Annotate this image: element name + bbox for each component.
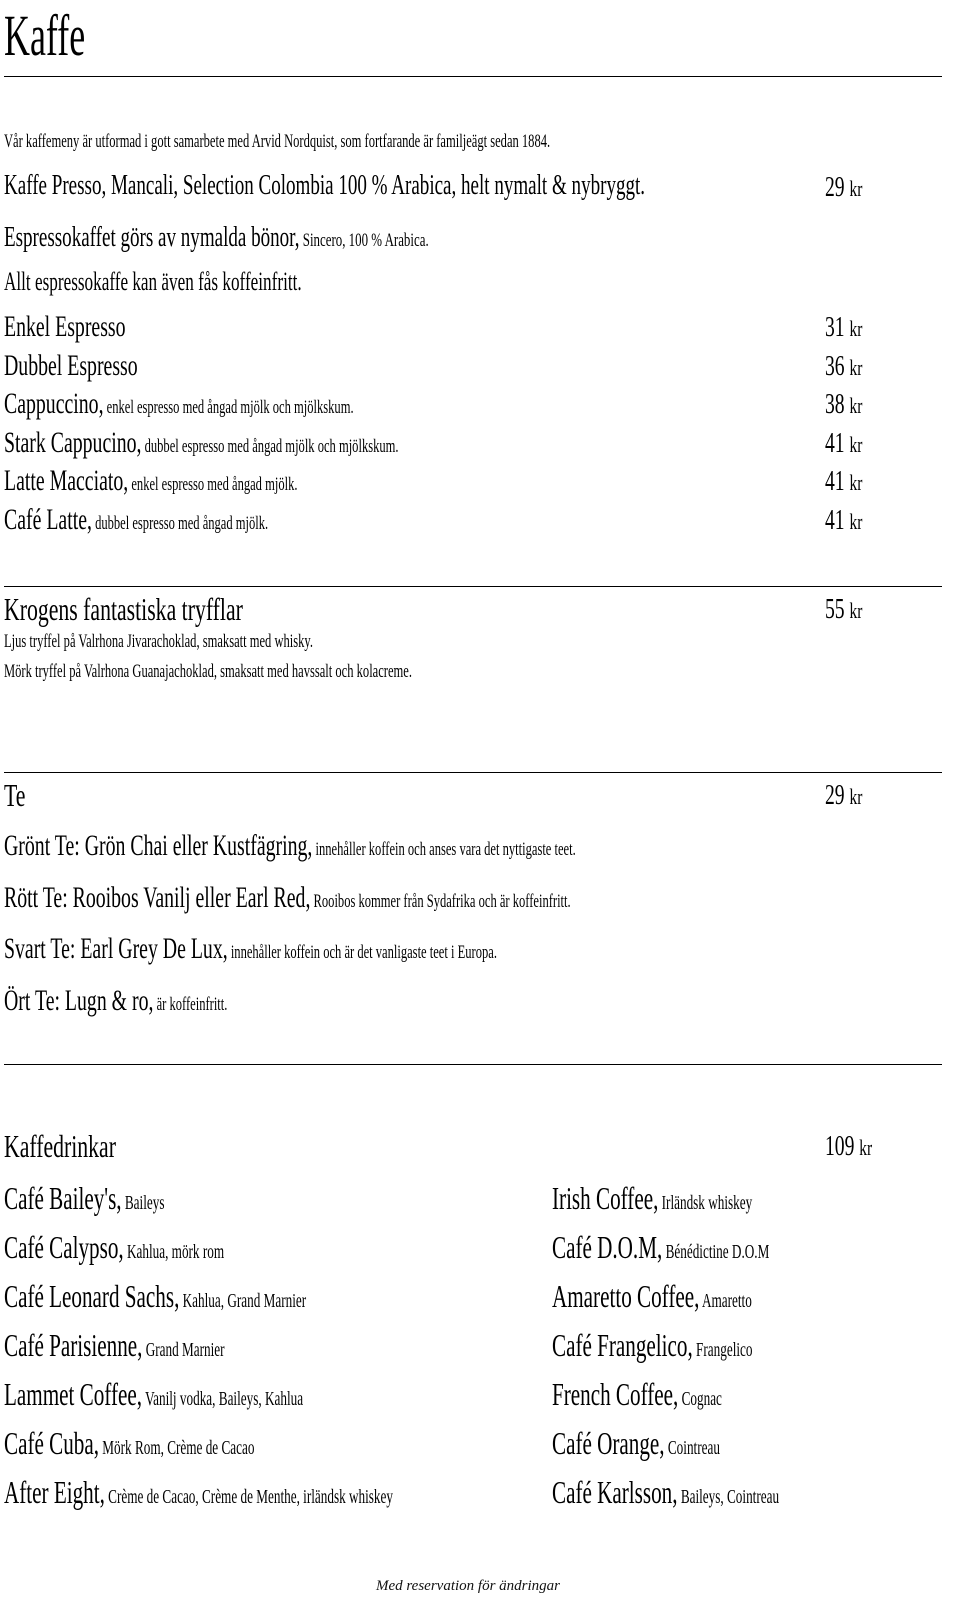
drink-item-name: Café Parisienne, xyxy=(4,1327,143,1363)
drink-item-desc: Cointreau xyxy=(664,1437,720,1459)
coffee-item-desc: enkel espresso med ångad mjölk. xyxy=(128,474,298,496)
drink-item-name: After Eight, xyxy=(4,1474,105,1510)
tea-item xyxy=(4,829,870,863)
presso-item: Kaffe Presso, Mancali, Selection Colombia 100 % Arabica, helt nymalt & nybryggt. xyxy=(4,170,646,201)
drink-item-name: Café Calypso, xyxy=(4,1229,124,1265)
coffee-item xyxy=(4,503,404,537)
drink-item xyxy=(4,1327,338,1364)
tea-item-name: Rött Te: Rooibos Vanilj eller Earl Red, xyxy=(4,880,311,914)
coffee-item xyxy=(4,464,449,498)
drink-item xyxy=(4,1474,593,1511)
tea-item-desc: är koffeinfritt. xyxy=(153,993,228,1015)
intro-text: Vår kaffemeny är utformad i gott samarbete med Arvid Nordquist, som fortfarande är familjeägt sedan 1884. xyxy=(4,131,551,152)
drink-item xyxy=(552,1278,855,1315)
drink-item-name: Café Orange, xyxy=(552,1425,665,1461)
tea-item-name: Svart Te: Earl Grey De Lux, xyxy=(4,932,228,965)
tea-heading: Te xyxy=(4,777,26,813)
coffee-item-name: Enkel Espresso xyxy=(4,310,126,343)
coffee-price: 41 kr xyxy=(825,427,863,459)
drink-item-desc: Grand Marnier xyxy=(142,1339,225,1361)
tea-item xyxy=(4,932,751,966)
drink-item xyxy=(552,1376,809,1413)
coffee-item-name: Stark Cappucino, xyxy=(4,425,142,459)
coffee-price: 41 kr xyxy=(825,466,863,498)
drinks-heading: Kaffedrinkar xyxy=(4,1128,116,1164)
coffee-price: 31 kr xyxy=(825,312,863,343)
tea-item-desc: innehåller koffein och anses vara det nyttigaste teet. xyxy=(312,839,576,860)
drink-item-name: French Coffee, xyxy=(552,1376,679,1412)
drink-item-desc: Frangelico xyxy=(692,1339,753,1361)
coffee-price: 38 kr xyxy=(825,389,863,421)
drinks-price: 109 kr xyxy=(825,1131,873,1162)
coffee-item-name: Latte Macciato, xyxy=(4,464,129,498)
drink-item-name: Irish Coffee, xyxy=(552,1180,659,1216)
drink-item xyxy=(552,1474,896,1511)
drink-item-name: Café Frangelico, xyxy=(552,1327,693,1363)
coffee-item xyxy=(4,426,602,460)
truffle-line-light: Ljus tryffel på Valrhona Jivarachoklad, smaksatt med whisky. xyxy=(4,631,314,652)
tea-price: 29 kr xyxy=(825,780,863,811)
tea-item xyxy=(4,984,343,1018)
coffee-item xyxy=(4,310,188,344)
drink-item-desc: Vanilj vodka, Baileys, Kahlua xyxy=(142,1388,304,1410)
decaf-note: Allt espressokaffe kan även fås koffeinfritt. xyxy=(4,267,302,296)
truffle-line-dark: Mörk tryffel på Valrhona Guanajachoklad, smaksatt med havssalt och kolacreme. xyxy=(4,661,413,682)
drink-item-name: Café Leonard Sachs, xyxy=(4,1278,180,1314)
drink-item-desc: Kahlua, mörk rom xyxy=(123,1241,225,1263)
coffee-item-desc: dubbel espresso med ångad mjölk. xyxy=(91,513,269,534)
coffee-item-desc: enkel espresso med ångad mjölk och mjölkskum. xyxy=(103,397,354,419)
footer-note: Med reservation för ändringar xyxy=(376,1578,561,1594)
drinks-divider xyxy=(4,1064,942,1065)
title-divider xyxy=(4,76,942,77)
coffee-item-desc: dubbel espresso med ångad mjölk och mjölkskum. xyxy=(141,435,399,457)
drink-item xyxy=(4,1425,383,1462)
tea-item-name: Grönt Te: Grön Chai eller Kustfägring, xyxy=(4,829,313,862)
drink-item-desc: Baileys xyxy=(121,1192,165,1214)
drink-item-desc: Irländsk whiskey xyxy=(658,1192,753,1214)
drink-item xyxy=(552,1180,855,1217)
drink-item-name: Lammet Coffee, xyxy=(4,1376,143,1412)
drink-item-desc: Cognac xyxy=(678,1388,722,1410)
drink-item xyxy=(4,1229,337,1266)
drink-item xyxy=(552,1327,856,1364)
drink-item xyxy=(552,1229,881,1266)
espresso-heading: Espressokaffet görs av nymalda bönor, Sincero, 100 % Arabica. xyxy=(4,222,429,253)
drink-item-desc: Crème de Cacao, Crème de Menthe, irländsk whiskey xyxy=(104,1486,393,1508)
coffee-item-name: Cappuccino, xyxy=(4,387,104,421)
drink-item-desc: Kahlua, Grand Marnier xyxy=(179,1290,307,1312)
drink-item xyxy=(4,1278,462,1315)
presso-price: 29 kr xyxy=(825,172,863,203)
drink-item xyxy=(552,1425,806,1462)
coffee-item-name: Café Latte, xyxy=(4,503,92,536)
drink-item-desc: Bénédictine D.O.M xyxy=(662,1241,770,1263)
page-title: Kaffe xyxy=(4,3,86,68)
drink-item xyxy=(4,1376,457,1413)
drink-item-name: Café D.O.M, xyxy=(552,1229,663,1265)
coffee-item xyxy=(4,387,534,421)
coffee-price: 36 kr xyxy=(825,350,863,382)
coffee-item-name: Dubbel Espresso xyxy=(4,348,138,382)
truffle-divider xyxy=(4,586,942,587)
tea-divider xyxy=(4,772,942,773)
coffee-item xyxy=(4,349,206,383)
drink-item-name: Amaretto Coffee, xyxy=(552,1278,700,1314)
truffle-price: 55 kr xyxy=(825,594,863,625)
drink-item-name: Café Karlsson, xyxy=(552,1474,678,1510)
tea-item-name: Ört Te: Lugn & ro, xyxy=(4,983,154,1017)
drink-item-name: Café Bailey's, xyxy=(4,1180,122,1216)
drink-item-desc: Mörk Rom, Crème de Cacao xyxy=(99,1437,255,1459)
truffle-heading: Krogens fantastiska tryfflar xyxy=(4,591,243,627)
drink-item-desc: Baileys, Cointreau xyxy=(677,1486,780,1508)
drink-item xyxy=(4,1180,247,1217)
drink-item-name: Café Cuba, xyxy=(4,1425,100,1461)
drink-item-desc: Amaretto xyxy=(699,1290,752,1312)
tea-item xyxy=(4,881,863,915)
tea-item-desc: Rooibos kommer från Sydafrika och är koffeinfritt. xyxy=(310,890,571,912)
coffee-price: 41 kr xyxy=(825,505,863,536)
tea-item-desc: innehåller koffein och är det vanligaste teet i Europa. xyxy=(227,942,497,963)
